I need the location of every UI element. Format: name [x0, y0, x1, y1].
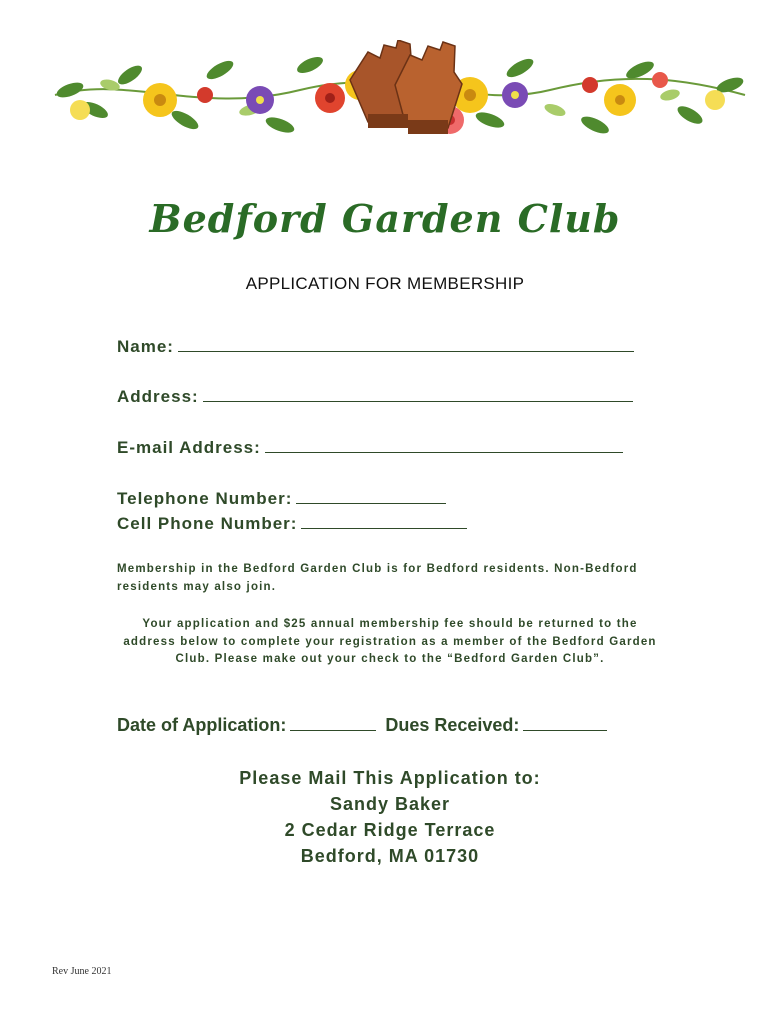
- mailing-name: Sandy Baker: [329, 794, 451, 814]
- telephone-input-line[interactable]: [296, 489, 446, 504]
- email-field[interactable]: [117, 438, 623, 458]
- form-title: APPLICATION FOR MEMBERSHIP: [245, 274, 525, 293]
- address-field[interactable]: [117, 387, 633, 407]
- flower-garland-banner: [50, 40, 750, 160]
- dues-received-line[interactable]: [523, 716, 607, 731]
- telephone-label: Telephone Number:: [117, 489, 293, 508]
- cell-phone-input-line[interactable]: [301, 514, 467, 529]
- email-input-line[interactable]: [265, 438, 623, 453]
- mailing-heading: Please Mail This Application to:: [239, 768, 541, 788]
- revision-note: Rev June 2021: [52, 966, 112, 977]
- address-label: Address:: [117, 387, 199, 406]
- instructions-note: Your application and $25 annual membership fee should be returned to the address below to complete your registration as a member of the Bedford Garden Club. Please make out your check to the “Bedford Garden Club”.: [123, 618, 657, 665]
- dates-row: [117, 715, 611, 736]
- cell-phone-label: Cell Phone Number:: [117, 514, 298, 533]
- name-input-line[interactable]: [178, 337, 634, 352]
- club-title: Bedford Garden Club: [149, 196, 621, 241]
- telephone-field[interactable]: [117, 489, 446, 509]
- gardening-gloves-icon: [350, 40, 462, 134]
- date-of-application-line[interactable]: [290, 716, 376, 731]
- membership-note: Membership in the Bedford Garden Club is for Bedford residents. Non-Bedford residents may also join.: [117, 563, 638, 593]
- mailing-address-block: [200, 765, 580, 869]
- name-label: Name:: [117, 337, 174, 356]
- dues-received-label: Dues Received:: [385, 715, 520, 735]
- email-label: E-mail Address:: [117, 438, 261, 457]
- mailing-street: 2 Cedar Ridge Terrace: [284, 820, 496, 840]
- mailing-city: Bedford, MA 01730: [300, 846, 480, 866]
- name-field[interactable]: [117, 337, 634, 357]
- cell-phone-field[interactable]: [117, 514, 467, 534]
- date-of-application-label: Date of Application:: [117, 715, 287, 735]
- address-input-line[interactable]: [203, 387, 633, 402]
